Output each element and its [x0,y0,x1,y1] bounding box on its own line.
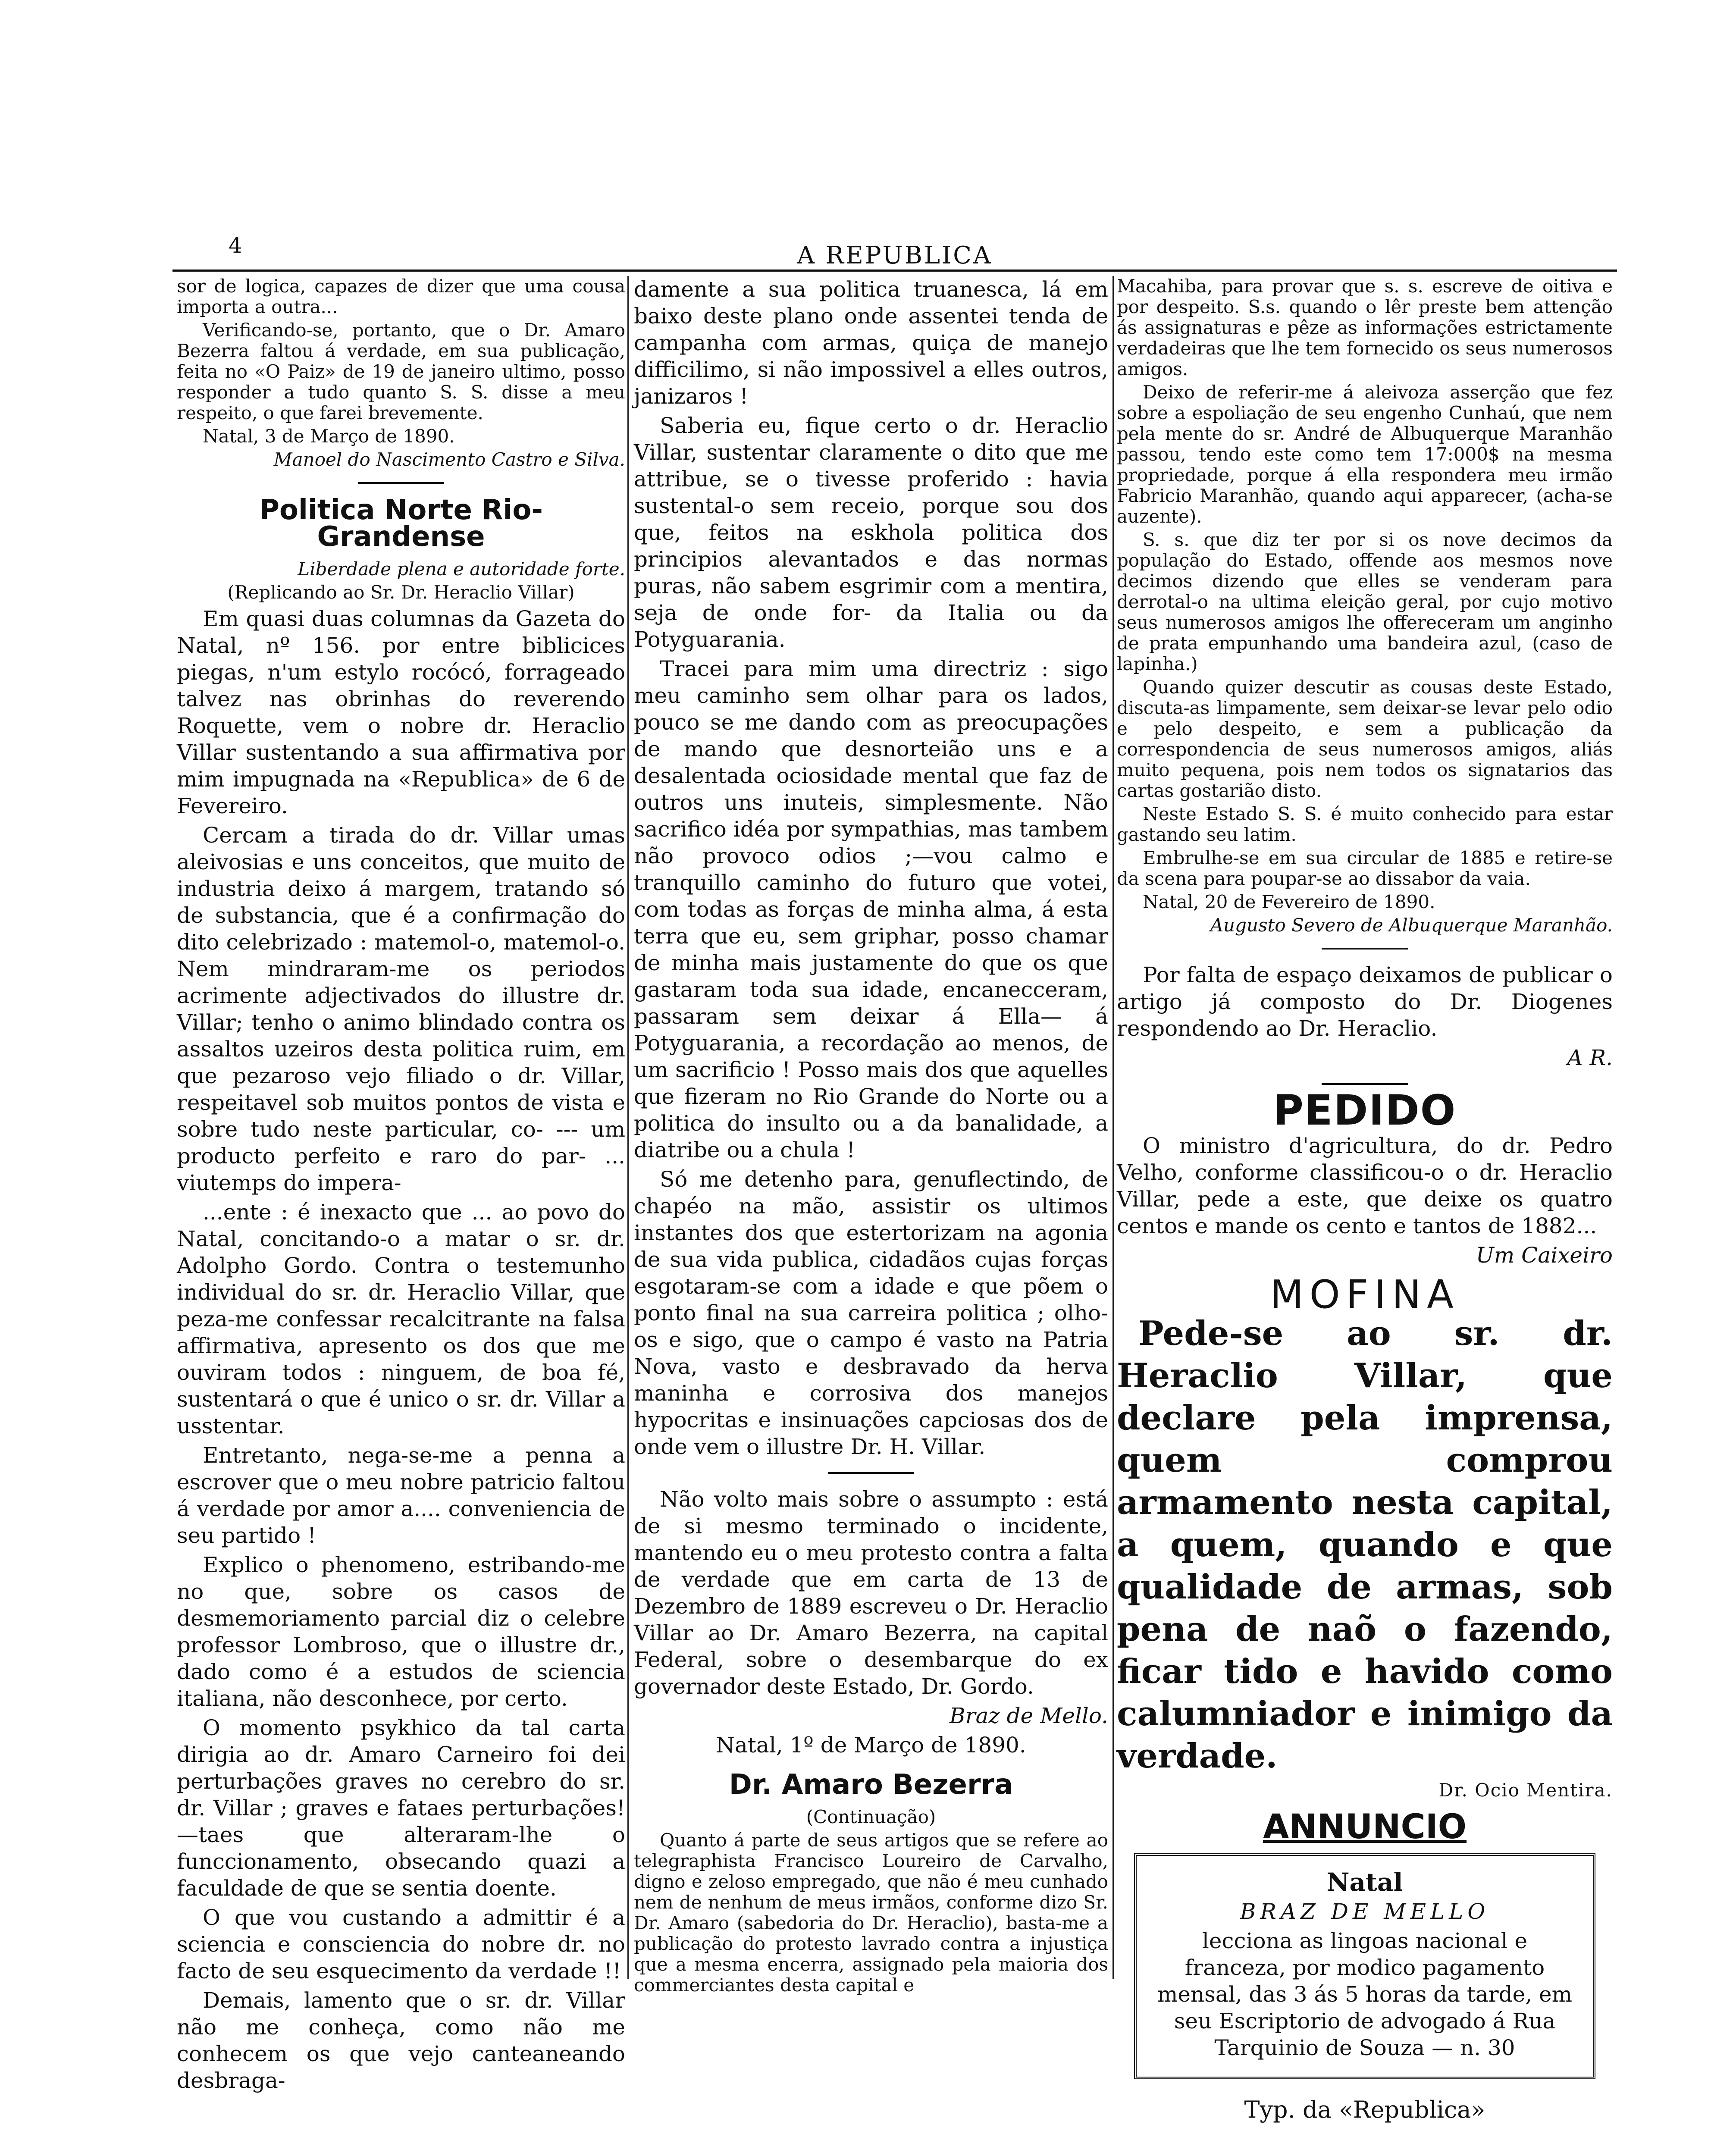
intro-block [177,276,625,470]
intro-dateline: Natal, 3 de Março de 1890. [203,426,455,447]
separator [358,482,444,484]
letter-paragraph: Embrulhe-se em sua circular de 1885 e retire-se da scena para poupar-se ao dissabor da vaia. [1117,847,1613,889]
article-paragraph: Entretanto, nega-se-me a penna a escrover que o meu nobre patricio faltou á verdade por amor a.... conveniencia de seu partido ! [177,1443,625,1548]
article-paragraph: Tracei para mim uma directriz : sigo meu caminho sem olhar para os lados, pouco se me dando com as preocupações de mando que desnorteião uns e a desalentada ociosidade mental que faz de outros uns inuteis, simplesmente. Não sacrifico idéa por sympathias, mas tambem não provoco odios ;—vou calmo e tranquillo caminho do futuro que votei, com todas as forças de minha alma, á esta terra que eu, sem griphar, posso chamar de minha mais justamente do que os que gastaram toda sua idade, encanecceram, passaram sem deixar á Ella— á Potyguarania, a recordação ao menos, de um sacrificio ! Posso mais dos que aquelles que fizeram no Rio Grande do Norte ou a politica do insulto ou a da banalidade, a diatribe ou a chula ! [634,656,1108,1163]
typography-credit: Typ. da «Republica» [1244,2096,1485,2123]
article-paragraph: Em quasi duas columnas da Gazeta do Natal, nº 156. por entre biblicices piegas, n'um estylo rocócó, forrageado talvez nas obrinhas do reverendo Roquette, vem o nobre dr. Heraclio Villar sustentando a sua affirmativa por mim impugnada na «Republica» de 6 de Fevereiro. [177,606,625,818]
article-paragraph: Demais, lamento que o sr. dr. Villar não me conheça, como não me conhecem os que vejo canteaneando desbraga- [177,1988,625,2093]
page-number: 4 [229,233,242,258]
article-paragraph: Saberia eu, fique certo o dr. Heraclio Villar, sustentar claramente o dito que me attribue, se o tivesse proferido : havia sustental-o sem receio, porque sou dos que, feitos na eskhola politica dos principios alevantados e das normas puras, não sabem esgrimir com a mentira, seja de onde for- da Italia ou da Potyguarania. [634,413,1108,652]
ad-text: lecciona as lingoas nacional e franceza, por modico pagamento mensal, das 3 ás 5 horas da tarde, em seu Escriptorio de advogado á Rua Tarquinio de Souza — n. 30 [1157,1928,1573,2060]
article-paragraph: damente a sua politica truanesca, lá em baixo deste plano onde assentei tenda de campanha com armas, quiça de manejo difficilimo, si não impossivel a elles outros, janizaros ! [634,277,1108,409]
article-paragraph: Só me detenho para, genuflectindo, de chapéo na mão, assistir os ultimos instantes dos que estertorizam na agonia de sua vida publica, cidadãos cujas forças esgotaram-se com a idade e que põem o ponto final na sua carreira politica ; olho-os e sigo, que o campo é vasto na Patria Nova, vasto e desbravado da herva maninha e corrosiva dos manejos hypocritas e insinuações capciosas dos de onde vem o illustre Dr. H. Villar. [634,1167,1108,1459]
annuncio-title: ANNUNCIO [1263,1808,1467,1846]
header-rule [172,270,1617,272]
notice-signature: A R. [1567,1045,1613,1070]
separator [828,1472,914,1474]
article-paragraph: Explico o phenomeno, estribando-me no que, sobre os casos de desmemoriamento parcial diz o celebre professor Lombroso, que o illustre dr., dado como é a estudos de sciencia italiana, não desconhece, por certo. [177,1552,625,1711]
newspaper-title: A REPUBLICA [797,241,993,270]
column-2 [634,276,1108,1998]
mofina-signature: Dr. Ocio Mentira. [1438,1780,1613,1801]
intro-paragraph: sor de logica, capazes de dizer que uma cousa importa a outra... [177,276,625,317]
continuation-label: (Continuação) [806,1806,936,1827]
pedido-signature: Um Caixeiro [1476,1243,1613,1268]
article-paragraph: Não volto mais sobre o assumpto : está de si mesmo terminado o incidente, mantendo eu o meu protesto contra a falta de verdade que em carta de 13 de Dezembro de 1889 escreveu o Dr. Heraclio Villar ao Dr. Amaro Bezerra, na capital Federal, sobre o desembarque do ex governador deste Estado, Dr. Gordo. [634,1487,1108,1699]
pedido-title: PEDIDO [1273,1086,1457,1134]
column-divider-1 [627,276,629,1979]
letter-paragraph: Deixo de referir-me á aleivoza asserção que fez sobre a espoliação de seu engenho Cunhaú, que nem pela mente do sr. André de Albuquerque Maranhão passou, tendo este como tem 17:000$ na mesma propriedade, porque á ella respondera meu irmão Fabricio Maranhão, quando aqui apparecer, (acha-se auzente). [1117,382,1613,527]
intro-signature: Manoel do Nascimento Castro e Silva. [273,449,625,470]
article-dateline: Natal, 1º de Março de 1890. [716,1733,1026,1758]
article-reply-line: (Replicando ao Sr. Dr. Heraclio Villar) [227,582,575,603]
ad-name: BRAZ DE MELLO [1240,1899,1490,1924]
column-divider-2 [1112,276,1114,1979]
intro-paragraph: Verificando-se, portanto, que o Dr. Amaro Bezerra faltou á verdade, em sua publicação, feita no «O Paiz» de 19 de janeiro ultimo, posso responder a tudo quanto S. S. disse a meu respeito, o que farei brevemente. [177,320,625,423]
article-paragraph: Cercam a tirada do dr. Villar umas aleivosias e uns conceitos, que muito de industria deixo á margem, tratando só de substancia, que é a confirmação do dito celebrizado : matemol-o, matemol-o. Nem mindraram-me os periodos acrimente adjectivados do illustre dr. Villar; tenho o animo blindado contra os assaltos uzeiros desta politica ruim, em que pezaroso vejo filiado o dr. Villar, respeitavel sob muitos pontos de vista e sobre tudo neste particular, co- --- um producto perfeito e raro do par- ... viutemps do impera- [177,823,625,1195]
page-header [172,233,1617,272]
letter-paragraph: Macahiba, para provar que s. s. escreve de oitiva e por despeito. S.s. quando o lêr preste bem attenção ás assignaturas e pêze as informações estrictamente verdadeiras que lhe tem fornecido os seus numerosos amigos. [1117,276,1613,379]
article-subhead: Liberdade plena e autoridade forte. [298,558,625,580]
column-3 [1117,276,1613,2126]
article-paragraph: O que vou custando a admittir é a sciencia e consciencia do nobre dr. no facto de seu esquecimento da verdade !! [177,1905,625,1984]
letter-dateline: Natal, 20 de Fevereiro de 1890. [1143,891,1435,912]
article-headline-2: Dr. Amaro Bezerra [729,1769,1013,1801]
mofina-title: MOFINA [1270,1272,1460,1317]
letter-paragraph: S. s. que diz ter por si os nove decimos da população do Estado, offende aos mesmos nove decimos dizendo que elles se venderam para derrotal-o na ultima eleição geral, por cujo motivo seus numerosos amigos lhe offereceram um anginho de prata empunhando uma bandeira azul, (caso de lapinha.) [1117,529,1613,674]
separator [1322,948,1408,950]
letter-block [1117,276,1613,936]
article-signature: Braz de Mello. [949,1703,1108,1728]
small-paragraph: Quanto á parte de seus artigos que se refere ao telegraphista Francisco Loureiro de Carvalho, digno e zeloso empregado, que não é meu cunhado nem de nenhum de meus irmãos, conforme dizo Sr. Dr. Amaro (sabedoria do Dr. Heraclio), basta-me a publicação do protesto lavrado contra a injustiça que a mesma encerra, assignado pela maioria dos commerciantes desta capital e [634,1830,1108,1996]
article-headline: Politica Norte Rio-Grandense [259,494,543,553]
mofina-paragraph: Pede-se ao sr. dr. Heraclio Villar, que declare pela imprensa, quem comprou armamento nesta capital, a quem, quando e que qualidade de armas, sob pena de naõ o fazendo, ficar tido e havido como calumniador e inimigo da verdade. [1117,1314,1613,1776]
letter-paragraph: Neste Estado S. S. é muito conhecido para estar gastando seu latim. [1117,803,1613,845]
article-paragraph: O momento psykhico da tal carta dirigia ao dr. Amaro Carneiro foi dei perturbações graves no cerebro do sr. dr. Villar ; graves e fataes perturbações! —taes que alteraram-lhe o funccionamento, obsecando quazi a faculdade de que se sentia doente. [177,1715,625,1901]
letter-paragraph: Quando quizer descutir as cousas deste Estado, discuta-as limpamente, sem deixar-se levar pelo odio e pelo despeito, e sem a publicação da correspondencia de seus numerosos amigos, aliás muito pequena, pois nem todos os signatarios das cartas gostarião disto. [1117,677,1613,801]
article-paragraph: ...ente : é inexacto que ... ao povo do Natal, concitando-o a matar o sr. dr. Adolpho Gordo. Contra o testemunho individual do sr. dr. Heraclio Villar, que peza-me confessar recalcitrante na falsa affirmativa, apresento os dos que me ouviram todos : ninguem, de boa fé, sustentará o que é unico o sr. dr. Villar a usstentar. [177,1200,625,1438]
column-1 [177,276,625,2096]
pedido-paragraph: O ministro d'agricultura, do dr. Pedro Velho, conforme classificou-o o dr. Heraclio Villar, pede a este, que deixe os quatro centos e mande os cento e tantos de 1882... [1117,1133,1613,1238]
letter-signature: Augusto Severo de Albuquerque Maranhão. [1210,915,1613,936]
advertisement-box [1134,1853,1595,2079]
separator [1322,1083,1408,1085]
ad-city: Natal [1326,1868,1403,1897]
notice-paragraph: Por falta de espaço deixamos de publicar o artigo já composto do Dr. Diogenes respondendo ao Dr. Heraclio. [1117,962,1613,1041]
